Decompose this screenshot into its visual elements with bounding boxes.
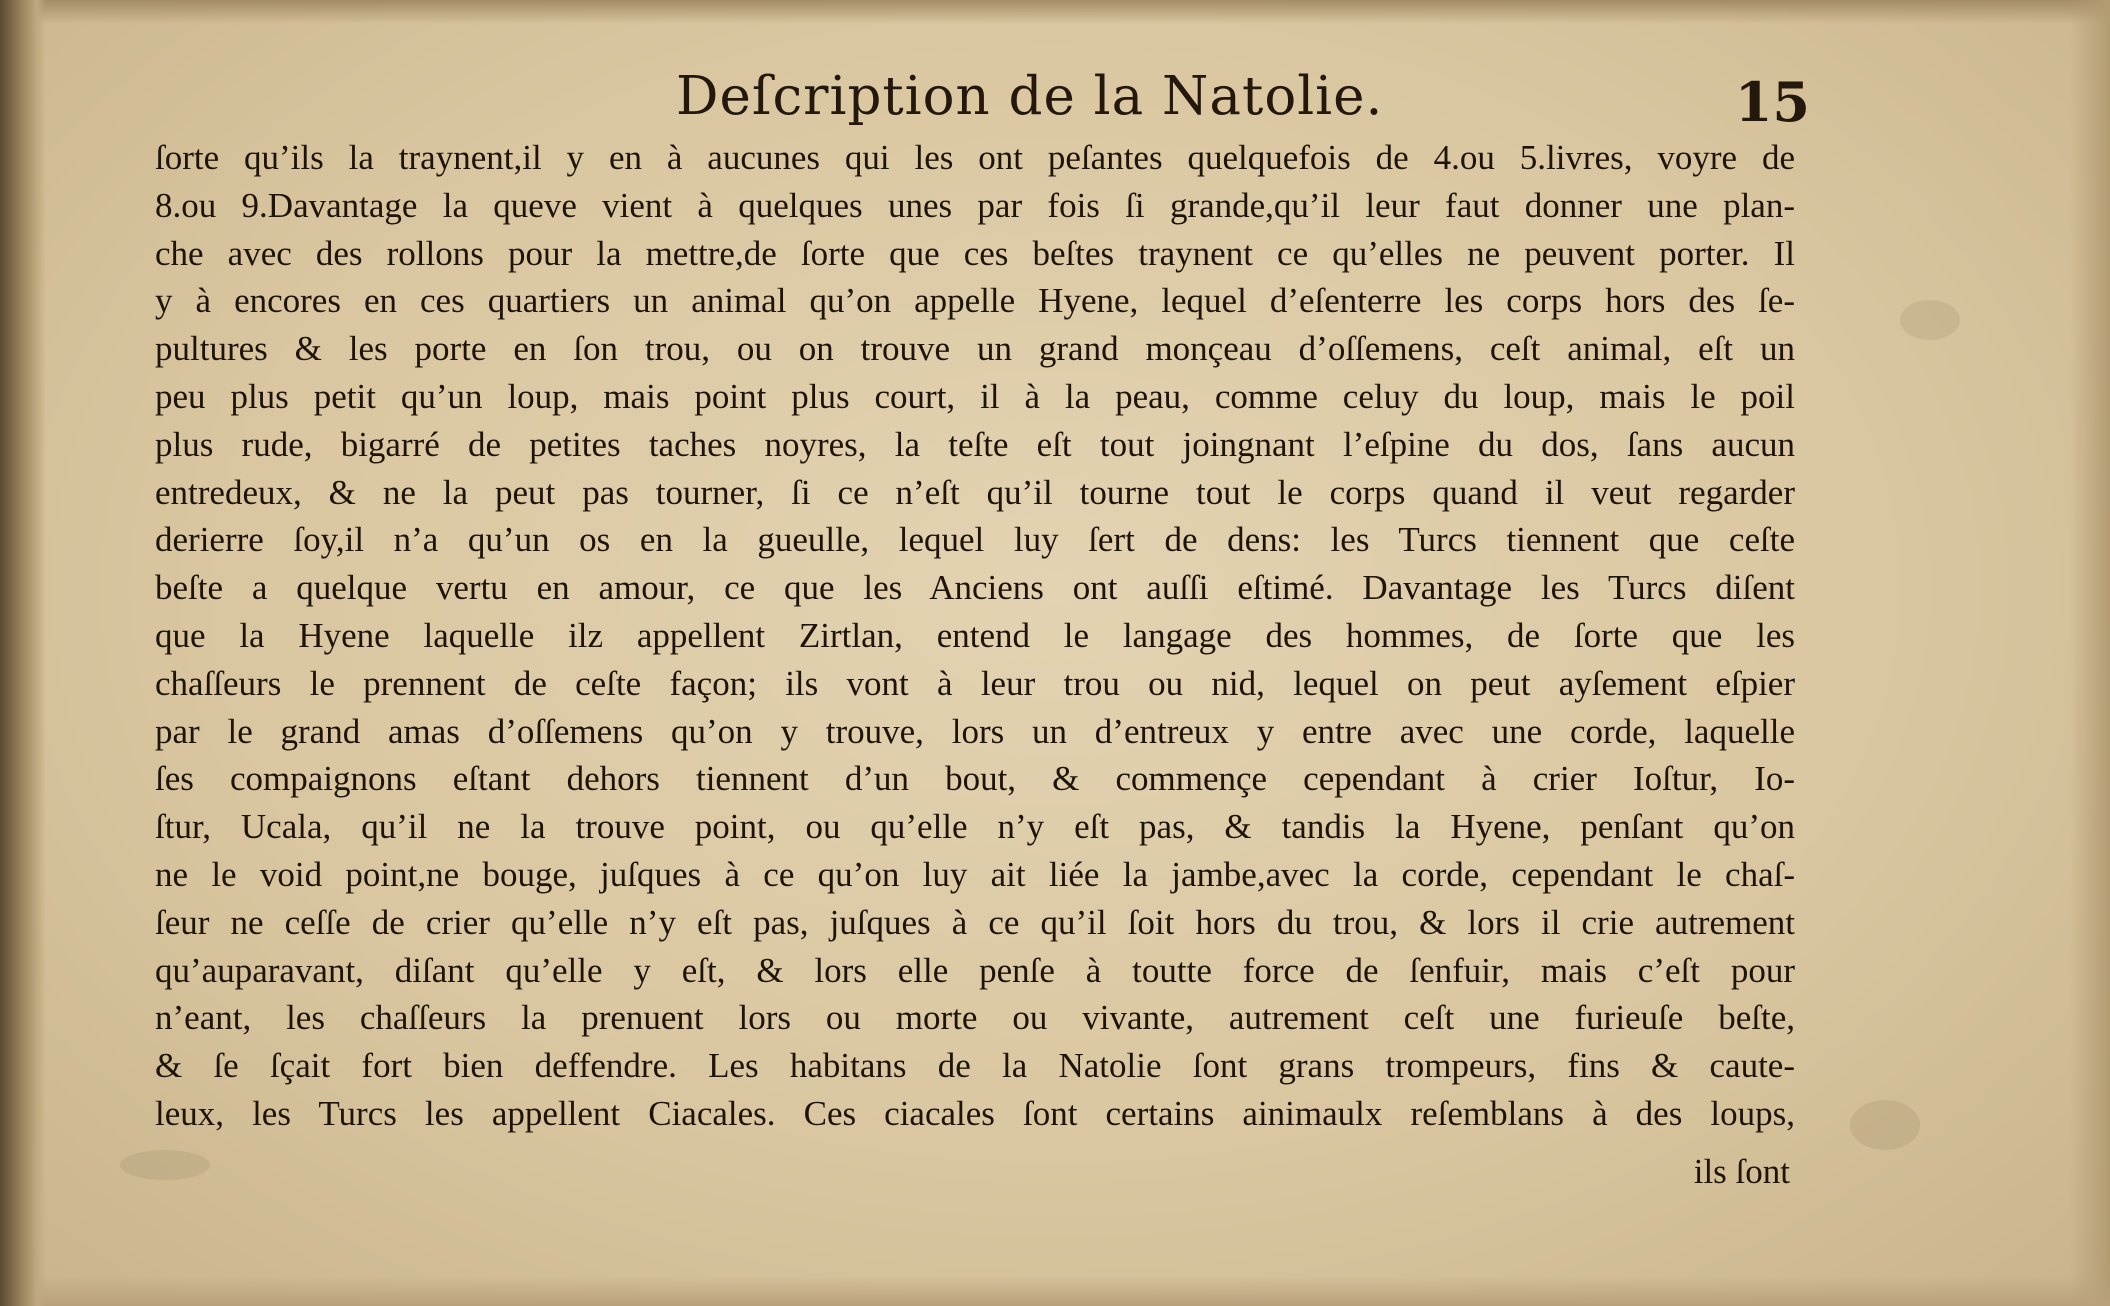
paper-stain <box>1850 1100 1920 1150</box>
text-line: plus rude, bigarré de petites taches noyres, la teſte eſt tout joingnant l’eſpine du dos, ſans aucun <box>155 424 1795 464</box>
bottom-edge-shadow <box>0 1276 2110 1306</box>
right-edge-shadow <box>2070 0 2110 1306</box>
running-title: Deſcription de la Natolie. <box>676 66 1384 127</box>
top-edge-shadow <box>0 0 2110 24</box>
text-line: che avec des rollons pour la mettre,de ſorte que ces beſtes traynent ce qu’elles ne peuvent porter. Il <box>155 233 1795 273</box>
text-line: y à encores en ces quartiers un animal qu’on appelle Hyene, lequel d’eſenterre les corps hors des ſe- <box>155 281 1795 321</box>
text-line: 8.ou 9.Davantage la queve vient à quelques unes par fois ſi grande,qu’il leur faut donner une plan- <box>155 185 1795 225</box>
text-line: par le grand amas d’oſſemens qu’on y trouve, lors un d’entreux y entre avec une corde, laquelle <box>155 711 1795 751</box>
text-line: ne le void point,ne bouge, juſques à ce qu’on luy ait liée la jambe,avec la corde, cependant le chaſ- <box>155 854 1795 894</box>
text-line: qu’auparavant, diſant qu’elle y eſt, & lors elle penſe à toutte force de ſenfuir, mais c’eſt pour <box>155 950 1795 990</box>
text-line: ſeur ne ceſſe de crier qu’elle n’y eſt pas, juſques à ce qu’il ſoit hors du trou, & lors il crie autrement <box>155 902 1795 942</box>
text-line: peu plus petit qu’un loup, mais point plus court, il à la peau, comme celuy du loup, mais le poil <box>155 376 1795 416</box>
page-number: 15 <box>1734 70 1810 134</box>
text-line: n’eant, les chaſſeurs la prenuent lors ou morte ou vivante, autrement ceſt une furieuſe beſte, <box>155 998 1795 1038</box>
text-line: chaſſeurs le prennent de ceſte façon; ils vont à leur trou ou nid, lequel on peut ayſement eſpier <box>155 663 1795 703</box>
binding-gutter <box>0 0 46 1306</box>
text-line: ſorte qu’ils la traynent,il y en à aucunes qui les ont peſantes quelquefois de 4.ou 5.livres, voyre de <box>155 138 1795 177</box>
paper-stain <box>120 1150 210 1180</box>
paper-stain <box>1900 300 1960 340</box>
text-line: ſtur, Ucala, qu’il ne la trouve point, ou qu’elle n’y eſt pas, & tandis la Hyene, penſant qu’on <box>155 807 1795 847</box>
text-line: entredeux, & ne la peut pas tourner, ſi ce n’eſt qu’il tourne tout le corps quand il veut regarder <box>155 472 1795 512</box>
text-line: beſte a quelque vertu en amour, ce que les Anciens ont auſſi eſtimé. Davantage les Turcs diſent <box>155 568 1795 608</box>
text-line: derierre ſoy,il n’a qu’un os en la gueulle, lequel luy ſert de dens: les Turcs tiennent que ceſte <box>155 520 1795 560</box>
text-line: ſes compaignons eſtant dehors tiennent d’un bout, & commençe cependant à crier Ioſtur, Io- <box>155 759 1795 799</box>
text-line: leux, les Turcs les appellent Ciacales. Ces ciacales ſont certains ainimaulx reſemblans à des loups, <box>155 1093 1795 1133</box>
text-line: & ſe ſçait fort bien deffendre. Les habitans de la Natolie ſont grans trompeurs, fins & caute- <box>155 1046 1795 1086</box>
body-text <box>155 134 1795 1138</box>
text-line: que la Hyene laquelle ilz appellent Zirtlan, entend le langage des hommes, de ſorte que les <box>155 615 1795 655</box>
catchword: ils ſont <box>1693 1152 1790 1191</box>
text-line: pultures & les porte en ſon trou, ou on trouve un grand monçeau d’oſſemens, ceſt animal, eſt un <box>155 329 1795 369</box>
